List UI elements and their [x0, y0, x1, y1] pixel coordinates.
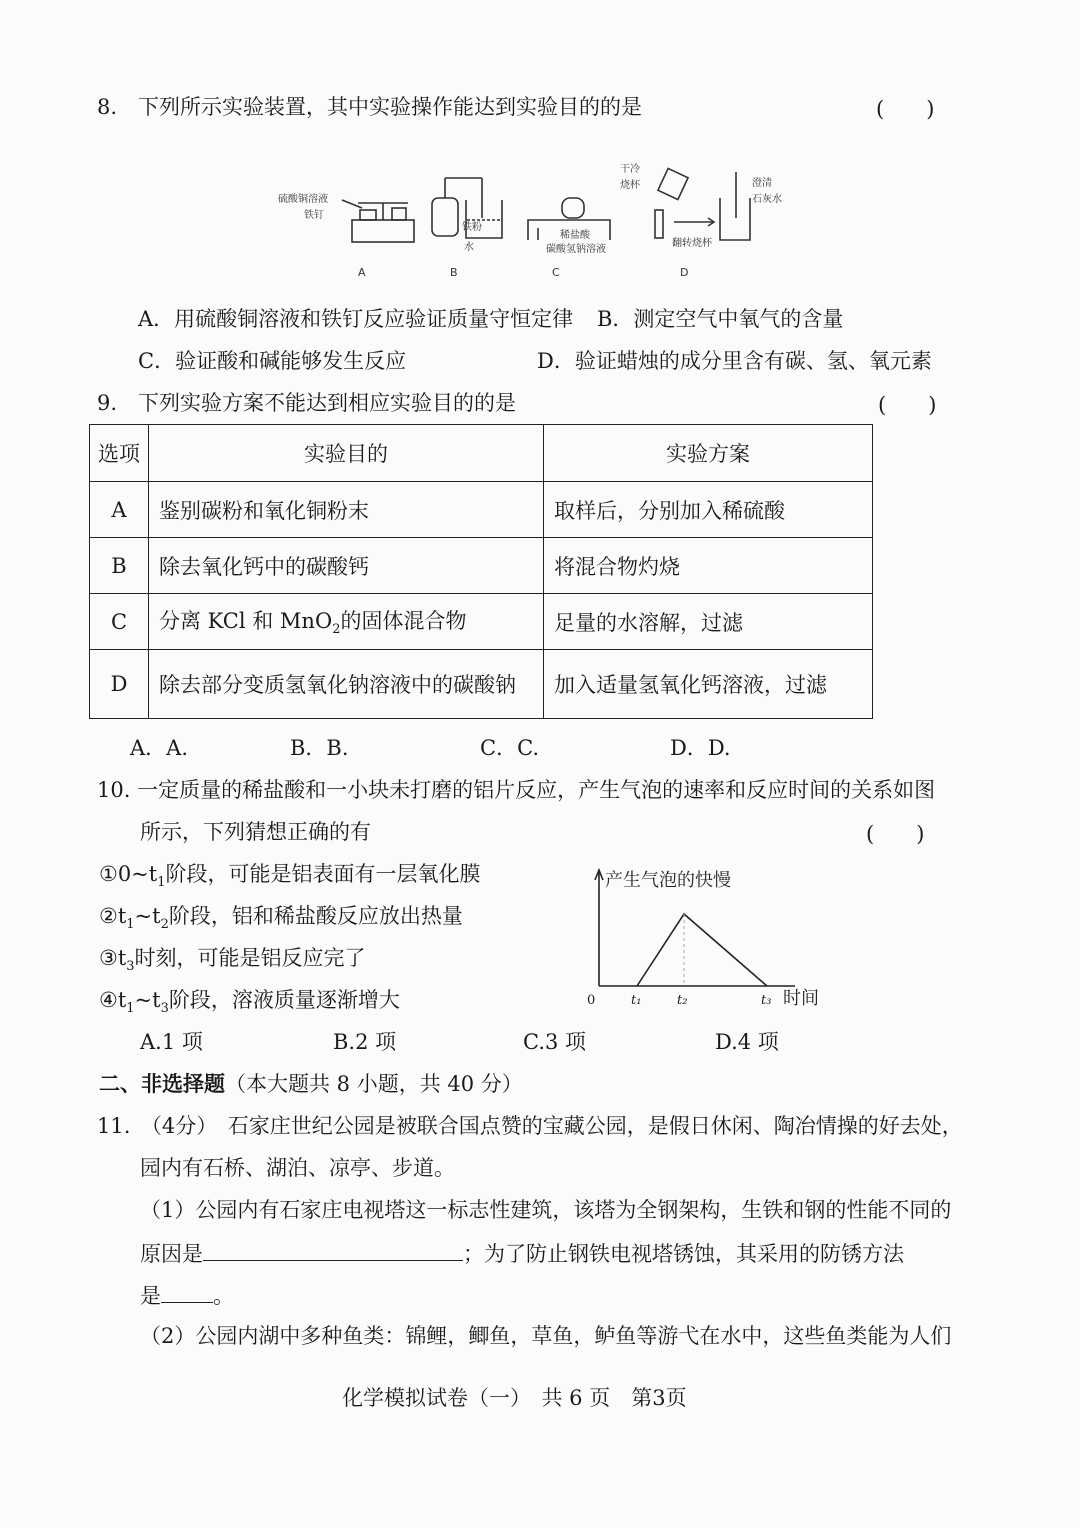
page-footer: 化学模拟试卷（一） 共 6 页 第3页	[342, 1386, 687, 1410]
row-goal	[149, 594, 544, 650]
goal-sub: 2	[332, 622, 341, 638]
table-row	[90, 594, 873, 650]
q11-part1-line2: 原因是 ；为了防止钢铁电视塔锈蚀，其采用的防锈方法	[140, 1238, 904, 1268]
d-text-beaker: 烧杯	[620, 180, 640, 191]
label-a: A	[358, 266, 366, 279]
q9-choice-c[interactable]: C．C.	[480, 736, 540, 760]
a-text-copper-sulfate: 硫酸铜溶液	[278, 194, 328, 205]
row-goal: 除去部分变质氢氧化钠溶液中的碳酸钠	[149, 650, 544, 719]
graph-xlabel: 时间	[783, 988, 819, 1009]
q11-line1: 11. （4分） 石家庄世纪公园是被联合国点赞的宝藏公园，是假日休闲、陶冶情操的好去处，	[97, 1114, 963, 1138]
d-cup	[658, 168, 688, 199]
row-option: D	[90, 650, 149, 719]
table-header-row	[90, 425, 873, 482]
q9-choice-a[interactable]: A．A.	[130, 736, 189, 760]
row-goal: 除去氧化钙中的碳酸钙	[149, 538, 544, 594]
header-goal: 实验目的	[149, 425, 544, 482]
d-text-dry: 干冷	[620, 164, 640, 175]
header-option: 选项	[90, 425, 149, 482]
graph-ylabel: 产生气泡的快慢	[605, 870, 731, 891]
graph-t3: t₃	[761, 993, 772, 1008]
row-plan: 足量的水溶解，过滤	[544, 594, 873, 650]
q10-rate-graph	[585, 862, 835, 1012]
row-plan: 加入适量氢氧化钙溶液，过滤	[544, 650, 873, 719]
q10-choice-d[interactable]: D.4 项	[715, 1030, 779, 1054]
q11-part1-line1: （1）公园内有石家庄电视塔这一标志性建筑，该塔为全钢架构，生铁和钢的性能不同的	[140, 1198, 952, 1222]
q10-answer-paren: ( )	[866, 822, 925, 846]
row-plan: 将混合物灼烧	[544, 538, 873, 594]
d-beaker	[720, 198, 750, 240]
label-b: B	[450, 266, 458, 279]
q8-option-d[interactable]: D．验证蜡烛的成分里含有碳、氢、氧元素	[537, 349, 932, 373]
q8-stem: 8. 下列所示实验装置，其中实验操作能达到实验目的的是	[97, 95, 643, 119]
q8-answer-paren: ( )	[876, 97, 935, 121]
row-option: A	[90, 482, 149, 538]
goal-pre: 分离 KCl 和 MnO	[159, 609, 333, 634]
c-text-sodium: 碳酸氢钠溶液	[546, 244, 606, 255]
d-text-clear: 澄清	[752, 178, 772, 189]
answer-blank-2[interactable]	[161, 1280, 213, 1303]
q10-stem-line1: 10. 一定质量的稀盐酸和一小块未打磨的铝片反应，产生气泡的速率和反应时间的关系如图	[97, 778, 936, 802]
rate-curve	[637, 914, 767, 986]
q8-option-b[interactable]: B．测定空气中氧气的含量	[597, 307, 844, 331]
q10-item-3: $③t_3$时刻，可能是铝反应完了	[99, 946, 366, 975]
q9-choice-b[interactable]: B．B.	[290, 736, 349, 760]
section2-heading	[99, 1070, 523, 1098]
a-beaker	[360, 210, 376, 220]
b-flask	[432, 198, 458, 236]
q10-stem-line2: 所示，下列猜想正确的有	[140, 820, 371, 844]
row-plan: 取样后，分别加入稀硫酸	[544, 482, 873, 538]
q10-choice-c[interactable]: C.3 项	[523, 1030, 587, 1054]
answer-blank-1[interactable]	[203, 1238, 463, 1261]
section2-title: 二、非选择题	[99, 1071, 225, 1096]
graph-t2: t₂	[677, 993, 688, 1008]
d-text-flip: 翻转烧杯	[672, 238, 712, 249]
graph-t1: t₁	[631, 993, 642, 1008]
header-plan: 实验方案	[544, 425, 873, 482]
q10-item-1: $①0\sim t_1$阶段，可能是铝表面有一层氧化膜	[99, 862, 481, 891]
a-weight	[392, 208, 406, 220]
q9-answer-paren: ( )	[878, 393, 937, 417]
d-candle	[655, 210, 663, 238]
q10-choice-a[interactable]: A.1 项	[140, 1030, 203, 1054]
b-text-iron: 铁粉	[462, 222, 482, 233]
row-option: C	[90, 594, 149, 650]
graph-origin: 0	[587, 993, 596, 1008]
q8-option-a[interactable]: A．用硫酸铜溶液和铁钉反应验证质量守恒定律	[138, 307, 574, 331]
row-option: B	[90, 538, 149, 594]
goal-post: 的固体混合物	[340, 609, 467, 634]
q8-option-c[interactable]: C．验证酸和碱能够发生反应	[138, 349, 407, 373]
q8-apparatus-figure	[270, 158, 810, 283]
a-text-nail: 铁钉	[304, 210, 324, 221]
row-goal: 鉴别碳粉和氧化铜粉末	[149, 482, 544, 538]
q11-line2: 园内有石桥、湖泊、凉亭、步道。	[140, 1156, 455, 1180]
c-text-acid: 稀盐酸	[560, 230, 590, 241]
table-row	[90, 482, 873, 538]
q9-choice-d[interactable]: D．D.	[670, 736, 731, 760]
q10-choice-b[interactable]: B.2 项	[333, 1030, 397, 1054]
q9-stem: 9. 下列实验方案不能达到相应实验目的的是	[97, 391, 517, 415]
d-text-limewater: 石灰水	[752, 194, 782, 205]
q10-item-2: $②t_1\sim t_2$阶段，铝和稀盐酸反应放出热量	[99, 904, 463, 933]
table-row	[90, 650, 873, 719]
c-vessel	[562, 198, 584, 218]
a-balance-base	[352, 220, 414, 242]
section2-note: （本大题共 8 小题，共 40 分）	[225, 1072, 523, 1096]
q9-table	[89, 424, 873, 719]
table-row	[90, 538, 873, 594]
q10-item-4: $④t_1\sim t_3$阶段，溶液质量逐渐增大	[99, 988, 400, 1017]
q11-part2-line1: （2）公园内湖中多种鱼类：锦鲤，鲫鱼，草鱼，鲈鱼等游弋在水中，这些鱼类能为人们	[140, 1324, 952, 1348]
q11-part1-line3: 是 。	[140, 1280, 234, 1310]
b-text-water: 水	[464, 242, 474, 253]
label-d: D	[680, 266, 689, 279]
label-c: C	[552, 266, 560, 279]
